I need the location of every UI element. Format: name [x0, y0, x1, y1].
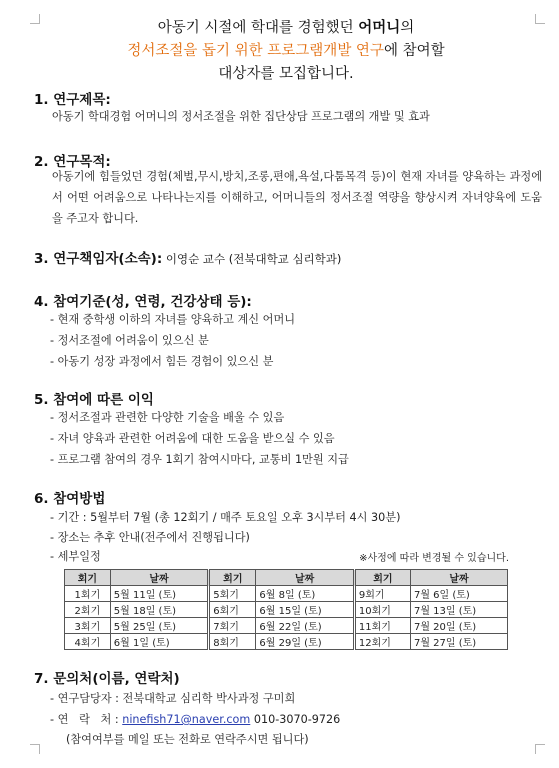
section-2-title: 2. 연구목적:: [34, 154, 111, 170]
section-4-title: 4. 참여기준(성, 연령, 건강상태 등):: [34, 294, 252, 310]
table-cell: 7월 6일 (토): [410, 586, 507, 602]
table-cell: 4회기: [65, 634, 111, 650]
section-7-title: 7. 문의처(이름, 연락처): [34, 671, 180, 687]
table-cell: 5회기: [209, 586, 256, 602]
contact-person: - 연구담당자 : 전북대학교 심리학 박사과정 구미희: [50, 692, 296, 705]
section-6-item: - 기간 : 5월부터 7월 (총 12회기 / 매주 토요일 오후 3시부터 4시 30분): [50, 511, 401, 524]
section-6-item: - 세부일정: [50, 550, 101, 563]
table-cell: 2회기: [65, 602, 111, 618]
corner-mark: [535, 744, 545, 754]
header-text: 아동기 시절에 학대를 경험했던: [157, 20, 359, 36]
table-row: [65, 634, 508, 650]
header-highlight: 정서조절을 돕기 위한 프로그램개발 연구: [127, 43, 384, 59]
table-cell: 6회기: [209, 602, 256, 618]
schedule-table: [64, 569, 508, 650]
section-1-title: 1. 연구제목:: [34, 92, 111, 108]
table-cell: 12회기: [354, 634, 410, 650]
table-cell: 11회기: [354, 618, 410, 634]
header-line-3: 대상자를 모집합니다.: [218, 66, 354, 82]
contact-note: (참여여부를 메일 또는 전화로 연락주시면 됩니다): [66, 733, 309, 746]
contact-email-link[interactable]: ninefish71@naver.com: [122, 713, 251, 726]
corner-mark: [535, 14, 545, 24]
contact-line: [50, 711, 340, 727]
table-cell: 7월 20일 (토): [410, 618, 507, 634]
section-5-item: - 자녀 양육과 관련한 어려움에 대한 도움을 받으실 수 있음: [50, 432, 335, 445]
section-4-item: - 아동기 성장 과정에서 힘든 경험이 있으신 분: [50, 355, 274, 368]
header-line-2: [36, 39, 536, 60]
table-header-cell: 날짜: [410, 570, 507, 586]
section-3-title: [34, 247, 341, 267]
table-cell: 6월 15일 (토): [256, 602, 354, 618]
section-1-text: 아동기 학대경험 어머니의 정서조절을 위한 집단상담 프로그램의 개발 및 효과: [52, 110, 430, 123]
corner-mark: [30, 744, 40, 754]
table-cell: 10회기: [354, 602, 410, 618]
header-text: 의: [400, 20, 415, 36]
section-2-text: 아동기에 힘들었던 경험(체벌,무시,방치,조롱,편애,욕설,다툼목격 등)이 현재 자녀를 양육하는 과정에서 어떤 어려움으로 나타나는지를 이해하고, 어머니들의 정서조절 역량을 향상시켜 자녀양육에 도움을 주고자 합니다.: [52, 170, 542, 225]
header-emphasis: 어머니: [358, 20, 401, 36]
table-header-cell: 회기: [65, 570, 111, 586]
table-header-cell: 날짜: [110, 570, 208, 586]
section-5-item: - 정서조절과 관련한 다양한 기술을 배울 수 있음: [50, 411, 285, 424]
table-header-row: [65, 570, 508, 586]
table-row: [65, 602, 508, 618]
table-cell: 7월 27일 (토): [410, 634, 507, 650]
section-6-item: - 장소는 추후 안내(전주에서 진행됩니다): [50, 531, 250, 544]
table-cell: 8회기: [209, 634, 256, 650]
table-cell: 5월 18일 (토): [110, 602, 208, 618]
section-4-item: - 현재 중학생 이하의 자녀를 양육하고 계신 어머니: [50, 313, 296, 326]
table-cell: 5월 11일 (토): [110, 586, 208, 602]
contact-phone: 010-3070-9726: [250, 713, 341, 726]
table-row: [65, 618, 508, 634]
table-cell: 1회기: [65, 586, 111, 602]
section-3-text: 이영순 교수 (전북대학교 심리학과): [162, 252, 342, 266]
header-line-1: [36, 16, 536, 37]
table-cell: 6월 1일 (토): [110, 634, 208, 650]
table-row: [65, 586, 508, 602]
table-header-cell: 회기: [354, 570, 410, 586]
section-5-title: 5. 참여에 따른 이익: [34, 392, 154, 408]
table-cell: 3회기: [65, 618, 111, 634]
section-6-title: 6. 참여방법: [34, 491, 106, 507]
section-5-item: - 프로그램 참여의 경우 1회기 참여시마다, 교통비 1만원 지급: [50, 453, 349, 466]
table-header-cell: 회기: [209, 570, 256, 586]
table-header-cell: 날짜: [256, 570, 354, 586]
table-cell: 6월 29일 (토): [256, 634, 354, 650]
schedule-note: ※사정에 따라 변경될 수 있습니다.: [359, 553, 509, 564]
header-text: 에 참여할: [383, 43, 445, 59]
table-cell: 9회기: [354, 586, 410, 602]
table-cell: 6월 22일 (토): [256, 618, 354, 634]
section-3-heading: 3. 연구책임자(소속):: [34, 251, 163, 267]
table-cell: 7회기: [209, 618, 256, 634]
contact-label: - 연 락 처 :: [50, 713, 123, 726]
table-cell: 6월 8일 (토): [256, 586, 354, 602]
table-cell: 7월 13일 (토): [410, 602, 507, 618]
table-cell: 5월 25일 (토): [110, 618, 208, 634]
section-4-item: - 정서조절에 어려움이 있으신 분: [50, 334, 209, 347]
